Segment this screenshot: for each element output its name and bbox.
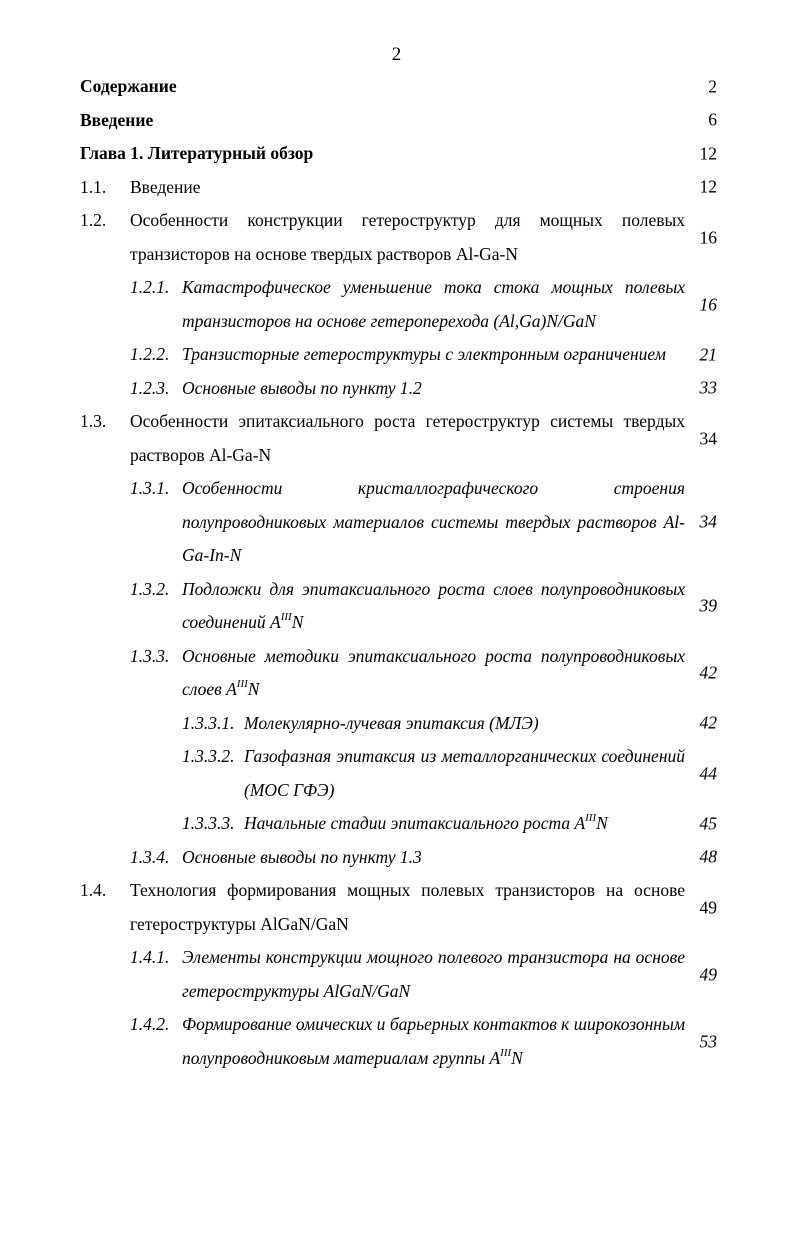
toc-title-wrap (244, 807, 685, 841)
toc-entry-1-3-3-3 (80, 807, 725, 841)
toc-number: 1.2.3. (130, 377, 170, 398)
toc-page: 2 (708, 76, 717, 96)
toc-page: 49 (699, 896, 717, 917)
toc-entry-contents (80, 70, 725, 104)
toc-number: 1.4.2. (130, 1014, 170, 1034)
toc-title-tail: N (596, 813, 608, 833)
toc-title-superscript: III (280, 611, 292, 624)
toc-title: Основные выводы по пункту 1.2 (182, 377, 422, 398)
page-number: 2 (391, 44, 402, 65)
toc-page: 44 (699, 762, 717, 783)
toc-entry-introduction (80, 104, 725, 138)
toc-title: Подложки для эпитаксиального роста слоев полупроводниковых соединений A (182, 578, 685, 632)
toc-title: Молекулярно-лучевая эпитаксия (МЛЭ) (244, 712, 539, 733)
toc-number: 1.4. (80, 880, 107, 900)
toc-title-tail: N (511, 1047, 523, 1068)
toc-title: Катастрофическое уменьшение тока стока мощных полевых транзисторов на основе гетероперехода (Al,Ga)N/GaN (182, 277, 685, 331)
toc-number: 1.4.1. (130, 947, 170, 967)
toc-title: Особенности кристаллографического строения полупроводниковых материалов системы твердых растворов Al-Ga-In-N (182, 478, 685, 565)
table-of-contents (80, 70, 725, 1075)
toc-page: 42 (699, 712, 717, 733)
toc-number: 1.3.1. (130, 478, 170, 498)
toc-page: 16 (699, 293, 717, 314)
toc-entry-1-4-1 (80, 941, 725, 1008)
toc-title-tail: N (291, 612, 304, 632)
toc-page: 33 (699, 377, 717, 398)
toc-entry-1-3-3-1 (80, 707, 725, 741)
toc-entry-chapter-1 (80, 137, 725, 171)
toc-number: 1.3.3. (130, 645, 170, 666)
toc-page: 12 (699, 143, 717, 163)
toc-title: Элементы конструкции мощного полевого транзистора на основе гетероструктуры AlGaN/GaN (182, 947, 685, 1001)
toc-number: 1.2.2. (130, 344, 170, 364)
toc-number: 1.3. (80, 411, 107, 431)
toc-entry-1-2-3 (80, 372, 725, 406)
toc-page: 16 (699, 226, 717, 247)
toc-page: 34 (699, 427, 717, 448)
toc-page: 49 (699, 963, 717, 984)
toc-title: Основные выводы по пункту 1.3 (182, 846, 422, 867)
toc-entry-1-3-3 (80, 640, 725, 707)
toc-entry-1-3-1 (80, 472, 725, 573)
toc-entry-1-3 (80, 405, 725, 472)
toc-title: Особенности эпитаксиального роста гетероструктур системы твердых растворов Al-Ga-N (130, 411, 685, 465)
toc-title: Введение (130, 176, 201, 197)
toc-number: 1.3.3.1. (182, 712, 235, 733)
toc-entry-1-2 (80, 204, 725, 271)
toc-number: 1.2.1. (130, 277, 170, 297)
toc-title-superscript: III (585, 812, 597, 825)
toc-title: Основные методики эпитаксиального роста полупроводниковых слоев A (182, 645, 685, 699)
toc-title: Транзисторные гетероструктуры с электронным ограничением (182, 344, 666, 364)
toc-page: 42 (699, 662, 717, 683)
toc-title: Введение (80, 109, 154, 130)
toc-title: Глава 1. Литературный обзор (80, 143, 314, 163)
toc-title-superscript: III (500, 1046, 512, 1059)
toc-title-wrap (182, 640, 685, 707)
toc-entry-1-2-1 (80, 271, 725, 338)
toc-title-wrap (182, 573, 685, 640)
toc-page: 53 (699, 1030, 717, 1051)
toc-title: Технология формирования мощных полевых транзисторов на основе гетероструктуры AlGaN/GaN (130, 880, 685, 934)
toc-page: 12 (699, 176, 717, 197)
toc-entry-1-3-3-2 (80, 740, 725, 807)
toc-title-tail: N (247, 679, 260, 699)
toc-title: Особенности конструкции гетероструктур для мощных полевых транзисторов на основе твердых растворов Al-Ga-N (130, 210, 685, 264)
toc-title: Начальные стадии эпитаксиального роста A (244, 813, 586, 833)
toc-number: 1.3.3.2. (182, 746, 235, 766)
toc-number: 1.3.2. (130, 578, 170, 599)
toc-title: Содержание (80, 76, 177, 96)
toc-page: 39 (699, 595, 717, 616)
toc-entry-1-4-2 (80, 1008, 725, 1075)
toc-page: 21 (699, 344, 717, 364)
toc-page: 45 (699, 813, 717, 833)
toc-number: 1.3.4. (130, 846, 170, 867)
toc-entry-1-3-2 (80, 573, 725, 640)
toc-entry-1-3-4 (80, 841, 725, 875)
toc-title: Газофазная эпитаксия из металлорганических соединений (МОС ГФЭ) (244, 746, 685, 800)
toc-entry-1-4 (80, 874, 725, 941)
toc-number: 1.1. (80, 176, 107, 197)
toc-page: 48 (699, 846, 717, 867)
toc-number: 1.3.3.3. (182, 813, 235, 833)
toc-title-superscript: III (236, 678, 248, 691)
toc-title: Формирование омических и барьерных контактов к широкозонным полупроводниковым материалам группы A (182, 1014, 685, 1068)
toc-entry-1-2-2 (80, 338, 725, 372)
toc-title-wrap (182, 1008, 685, 1075)
toc-number: 1.2. (80, 210, 107, 230)
toc-page: 34 (699, 511, 717, 532)
toc-page: 6 (708, 109, 717, 130)
toc-entry-1-1 (80, 171, 725, 205)
